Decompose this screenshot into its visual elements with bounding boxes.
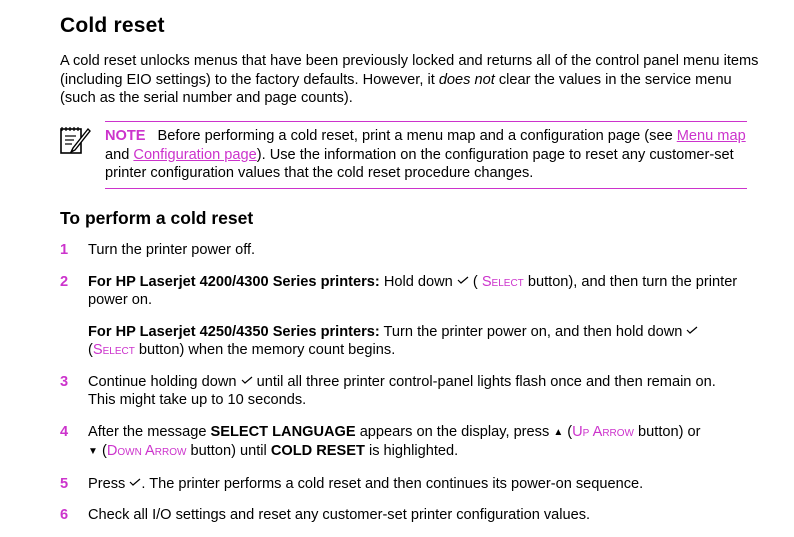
step-paragraph xyxy=(88,475,740,494)
list-item xyxy=(60,423,740,462)
step-text: button) or xyxy=(634,423,701,440)
step-text: ( xyxy=(97,443,107,459)
step-text: ( xyxy=(88,342,93,358)
list-item xyxy=(60,373,740,410)
step-text: is highlighted. xyxy=(364,443,459,459)
steps-list xyxy=(60,241,740,525)
checkmark-icon xyxy=(686,326,698,334)
step-number: 5 xyxy=(60,475,69,492)
note-pencil-icon xyxy=(58,123,92,157)
menu-map-link[interactable]: Menu map xyxy=(676,128,746,144)
step-text: ( xyxy=(468,273,482,290)
step-text: Check all I/O settings and reset any customer-set printer configuration values. xyxy=(88,507,591,523)
list-item xyxy=(60,506,740,525)
checkmark-icon xyxy=(457,276,469,284)
step-text: After the message xyxy=(88,423,211,440)
step-bold: COLD RESET xyxy=(270,443,365,459)
step-bold: For HP Laserjet 4250/4350 Series printers: xyxy=(88,323,380,340)
step-number: 2 xyxy=(60,273,69,290)
page-title: Cold reset xyxy=(60,14,165,37)
list-item xyxy=(60,273,740,360)
step-text: button), and then turn the printer power on. xyxy=(88,273,738,308)
step-text: button) when the memory count begins. xyxy=(134,342,396,358)
step-paragraph-4250 xyxy=(88,323,740,360)
list-item xyxy=(60,475,740,494)
intro-paragraph xyxy=(60,52,760,108)
step-text: appears on the display, press xyxy=(355,423,554,440)
step-text: Hold down xyxy=(379,273,457,290)
intro-text-2: clear the values in the service menu (such as the serial number and page counts). xyxy=(60,71,732,106)
configuration-page-link[interactable]: Configuration page xyxy=(133,146,257,163)
up-arrow-icon: ▲ xyxy=(553,426,564,438)
step-text: ( xyxy=(563,423,573,440)
select-key-label: Select xyxy=(92,342,135,358)
note-text-1: Before performing a cold reset, print a menu map and a configuration page (see xyxy=(157,128,677,144)
down-arrow-key-label: Down Arrow xyxy=(106,443,187,459)
step-number: 3 xyxy=(60,373,69,390)
step-text: Turn the printer power on, and then hold down xyxy=(379,323,687,340)
note-box xyxy=(105,121,747,189)
step-paragraph-4200 xyxy=(88,273,740,310)
up-arrow-key-label: Up Arrow xyxy=(572,423,634,440)
step-number: 6 xyxy=(60,507,69,523)
intro-emphasis: does not xyxy=(438,71,495,88)
step-text: button) until xyxy=(186,443,271,459)
down-arrow-icon: ▼ xyxy=(88,446,98,457)
step-text: Press xyxy=(88,475,130,492)
intro-text-1: A cold reset unlocks menus that have been previously locked and returns all of the control panel menu items (including EIO settings) to the factory defaults. However, it xyxy=(60,53,759,88)
note-text-3: ). Use the information on the configuration page to reset any customer-set printer configuration values that the cold reset procedure changes. xyxy=(105,146,734,181)
step-text: until all three printer control-panel lights flash once and then remain on. This might take up to 10 seconds. xyxy=(88,373,716,408)
step-number: 1 xyxy=(60,242,69,258)
section-heading: To perform a cold reset xyxy=(60,208,254,228)
step-paragraph xyxy=(88,423,740,462)
note-text-2: and xyxy=(105,146,134,163)
checkmark-icon xyxy=(241,376,253,384)
step-paragraph xyxy=(88,373,740,410)
note-label: NOTE xyxy=(105,128,146,144)
step-bold: For HP Laserjet 4200/4300 Series printers: xyxy=(88,273,380,290)
list-item xyxy=(60,241,740,260)
step-bold: SELECT LANGUAGE xyxy=(210,423,356,440)
step-text: Turn the printer power off. xyxy=(88,242,256,258)
step-text: . The printer performs a cold reset and then continues its power-on sequence. xyxy=(141,475,644,492)
checkmark-icon xyxy=(129,478,141,486)
select-key-label: Select xyxy=(481,273,524,290)
step-number: 4 xyxy=(60,423,69,440)
step-text: Continue holding down xyxy=(88,373,241,390)
